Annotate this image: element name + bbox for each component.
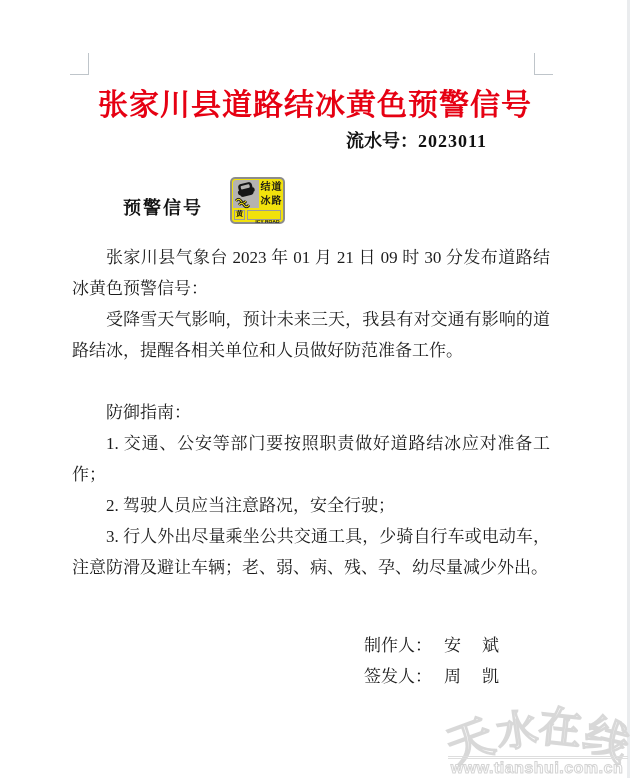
watermark-char: 线: [577, 709, 636, 771]
icon-character-grid: [260, 180, 282, 208]
margin-mark-top-right-vertical: [534, 53, 535, 74]
signature-block: [364, 630, 501, 692]
watermark-url: www.tianshui.com.cn: [450, 760, 624, 777]
document-title: 张家川县道路结冰黄色预警信号: [98, 89, 532, 122]
issuer-line: [364, 661, 501, 692]
producer-name: 安 斌: [444, 636, 501, 655]
watermark-divider-line: [448, 756, 628, 759]
icon-english-badge-text: ICY ROAD: [255, 218, 280, 225]
serial-number: 2023011: [417, 131, 487, 151]
issue-paragraph: 张家川县气象台 2023 年 01 月 21 日 09 时 30 分发布道路结冰黄色预警信号：: [72, 248, 550, 298]
guide-item: 2. 驾驶人员应当注意路况，安全行驶；: [106, 496, 395, 515]
icon-char: 冰: [260, 195, 271, 207]
skidding-car-icon: [233, 180, 259, 208]
warning-signal-label: 预警信号: [123, 198, 203, 218]
icon-english-badge: [247, 210, 281, 225]
issuer-label: 签发人：: [364, 667, 432, 686]
tianshui-online-watermark: [439, 678, 636, 778]
watermark-char: 水: [493, 705, 541, 757]
icon-char: 结: [260, 181, 271, 193]
watermark-char: 天: [439, 709, 501, 775]
producer-label: 制作人：: [364, 636, 432, 655]
guide-heading: 防御指南：: [106, 403, 191, 422]
margin-mark-top-left-horizontal: [70, 74, 89, 75]
road-icing-yellow-warning-icon: [230, 177, 285, 224]
guide-item: 1. 交通、公安等部门要按照职责做好道路结冰应对准备工作；: [72, 434, 550, 484]
icon-char: 路: [271, 195, 282, 207]
serial-label: 流水号：: [345, 131, 418, 151]
document-body: [72, 242, 550, 583]
icon-char: 道: [271, 181, 282, 193]
impact-paragraph: 受降雪天气影响，预计未来三天，我县有对交通有影响的道路结冰，提醒各相关单位和人员做好防范准备工作。: [72, 310, 550, 360]
serial-number-line: [346, 127, 487, 153]
guide-item: 3. 行人外出尽量乘坐公共交通工具，少骑自行车或电动车，注意防滑及避让车辆；老、弱、病、残、孕、幼尽量减少外出。: [72, 527, 550, 577]
icon-level-badge: 黄: [236, 211, 243, 218]
margin-mark-top-left-vertical: [88, 53, 89, 74]
margin-mark-top-right-horizontal: [534, 74, 553, 75]
producer-line: [364, 630, 501, 661]
watermark-char: 在: [536, 702, 585, 756]
issuer-name: 周 凯: [444, 667, 501, 686]
